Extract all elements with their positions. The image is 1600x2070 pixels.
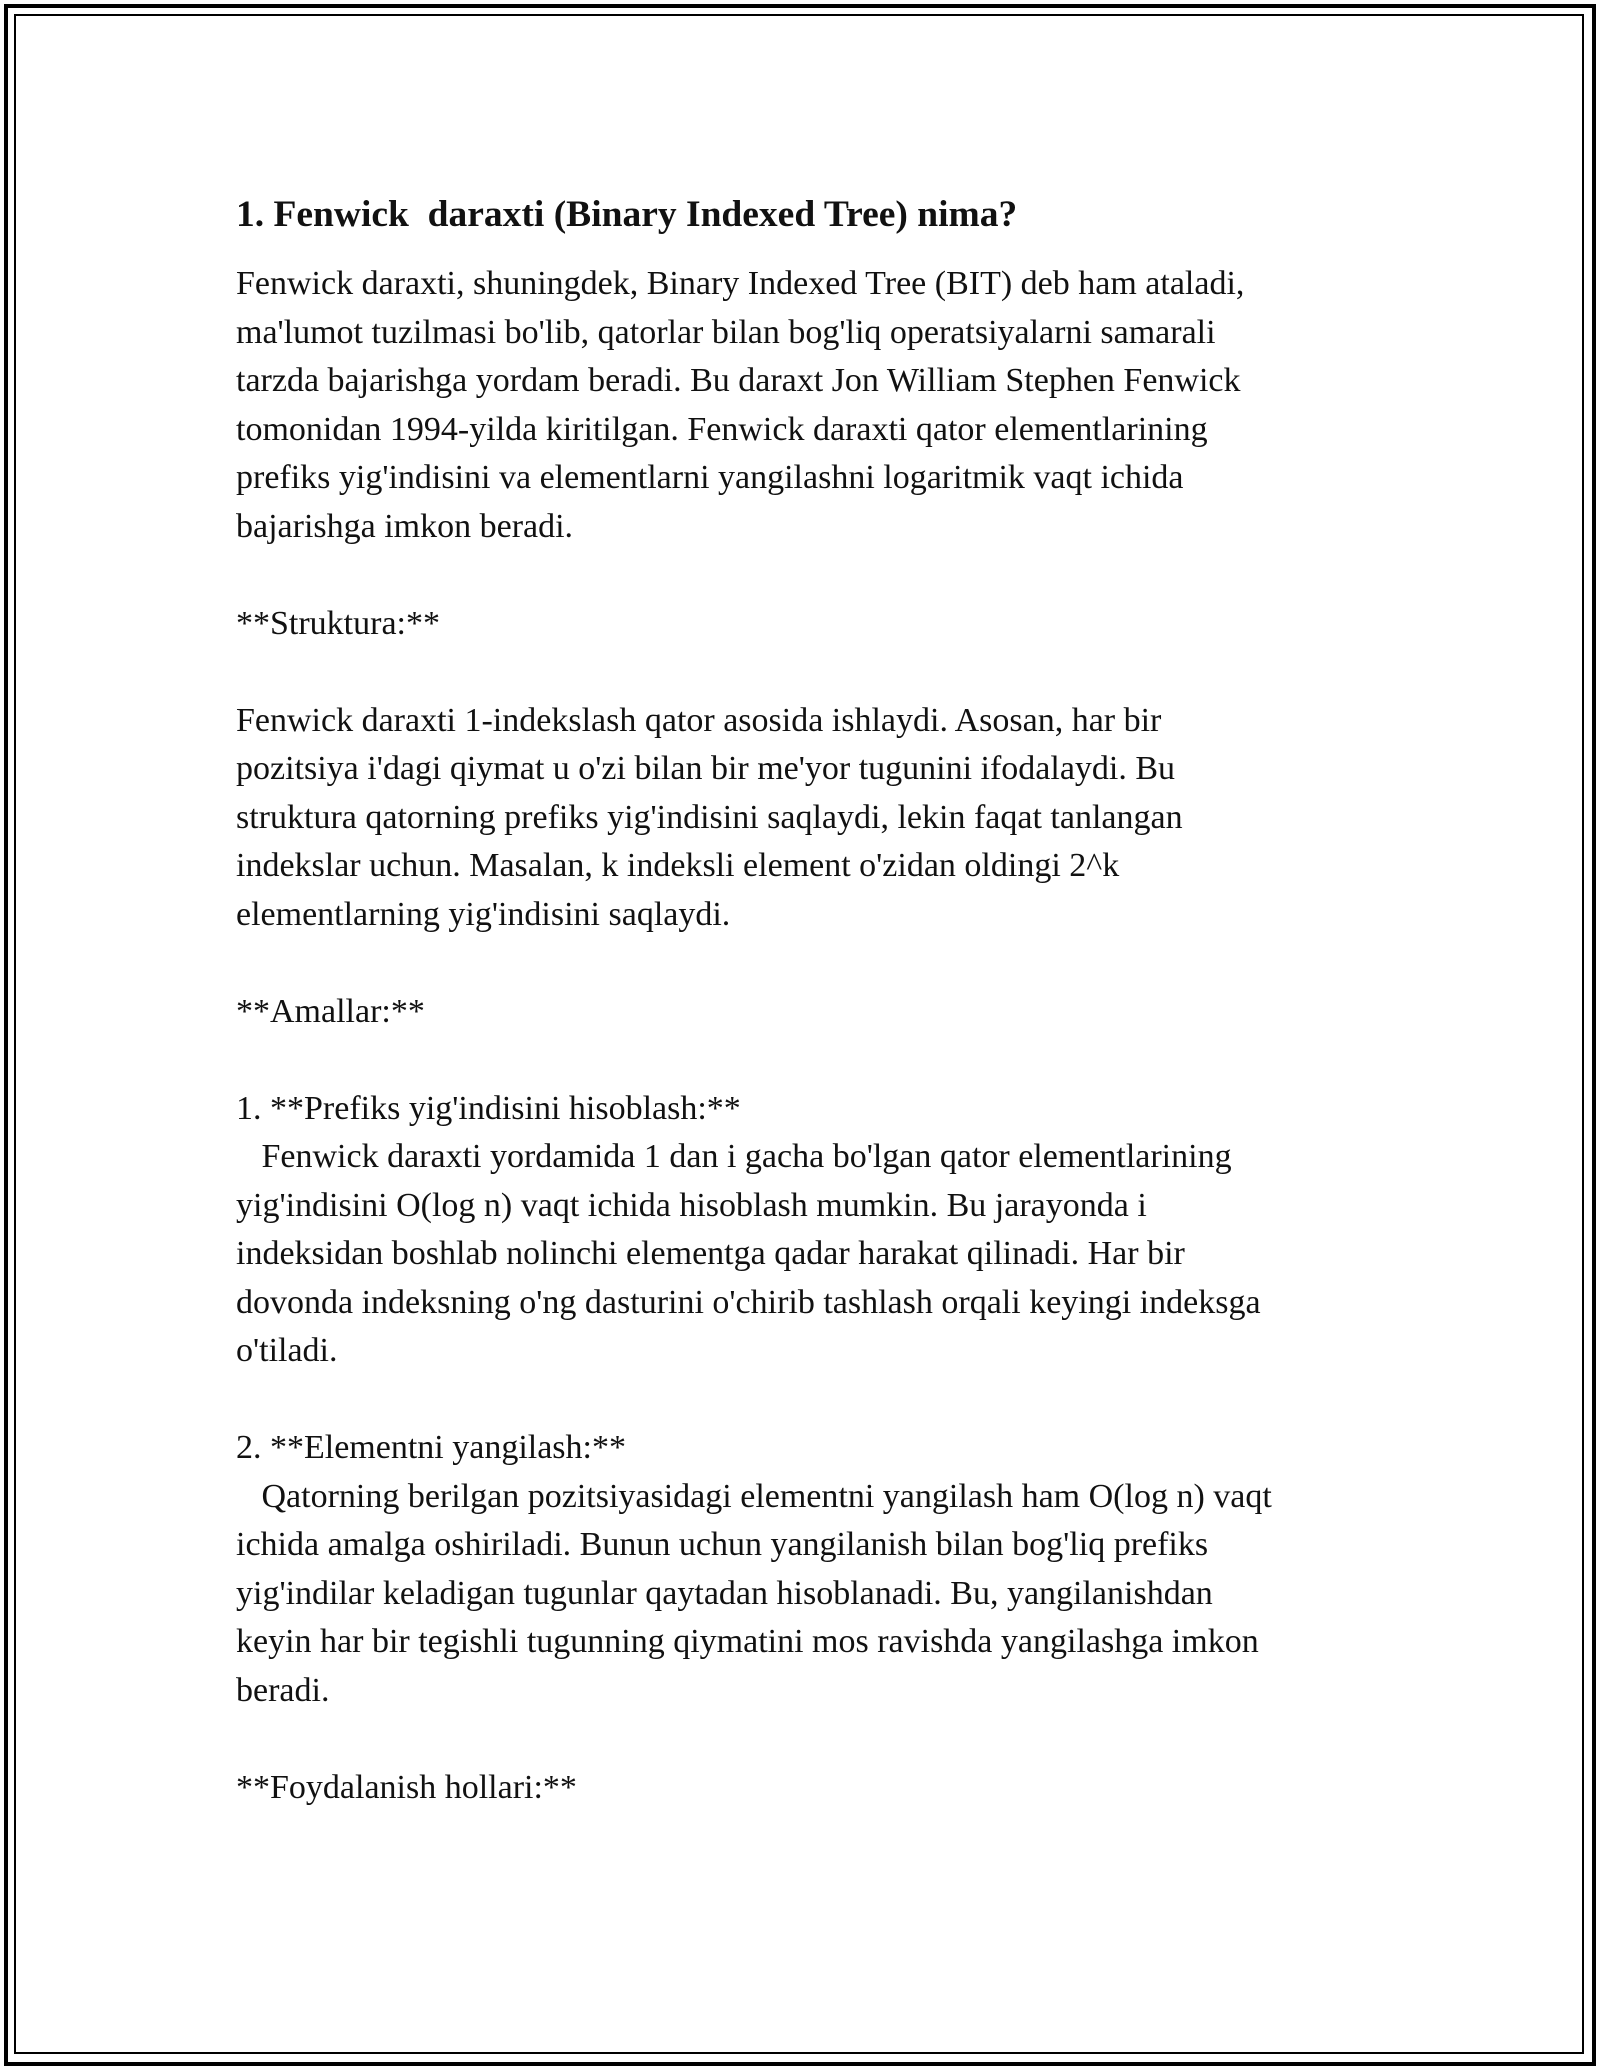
update-item: 2. **Elementni yangilash:** Qatorning berilgan pozitsiyasidagi elementni yangilash ham O(log n) vaqt ichida amalga oshiriladi. Bunun uchun yangilanish bilan bog'liq prefiks yig'indilar keladigan tugunlar qaytadan hisoblanadi. Bu, yangilanishdan keyin har bir tegishli tugunning qiymatini mos ravishda yangilashga imkon beradi. xyxy=(236,1429,1272,1709)
document-body xyxy=(236,186,1366,1812)
paragraph-spacer xyxy=(236,1715,1366,1764)
structure-heading: **Struktura:** xyxy=(236,604,440,642)
document-title: 1. Fenwick daraxti (Binary Indexed Tree) nima? xyxy=(236,194,1018,235)
operations-heading: **Amallar:** xyxy=(236,992,425,1030)
paragraph-spacer xyxy=(236,648,1366,697)
structure-paragraph: Fenwick daraxti 1-indekslash qator asosida ishlaydi. Asosan, har bir pozitsiya i'dagi qiymat u o'zi bilan bir me'yor tugunini ifodalaydi. Bu struktura qatorning prefiks yig'indisini saqlaydi, lekin faqat tanlangan indekslar uchun. Masalan, k indeksli element o'zidan oldingi 2^k elementlarning yig'indisini saqlaydi. xyxy=(236,701,1183,933)
intro-paragraph: Fenwick daraxti, shuningdek, Binary Indexed Tree (BIT) deb ham ataladi, ma'lumot tuzilmasi bo'lib, qatorlar bilan bog'liq operatsiyalarni samarali tarzda bajarishga yordam beradi. Bu daraxt Jon William Stephen Fenwick tomonidan 1994-yilda kiritilgan. Fenwick daraxti qator elementlarining prefiks yig'indisini va elementlarni yangilashni logaritmik vaqt ichida bajarishga imkon beradi. xyxy=(236,265,1245,545)
paragraph-spacer xyxy=(236,1376,1366,1425)
use-cases-heading: **Foydalanish hollari:** xyxy=(236,1768,577,1806)
paragraph-spacer xyxy=(236,551,1366,600)
paragraph-spacer xyxy=(236,939,1366,988)
paragraph-spacer xyxy=(236,1036,1366,1085)
prefix-sum-item: 1. **Prefiks yig'indisini hisoblash:** Fenwick daraxti yordamida 1 dan i gacha bo'lgan qator elementlarining yig'indisini O(log n) vaqt ichida hisoblash mumkin. Bu jarayonda i indeksidan boshlab nolinchi elementga qadar harakat qilinadi. Har bir dovonda indeksning o'ng dasturini o'chirib tashlash orqali keyingi indeksga o'tiladi. xyxy=(236,1089,1261,1369)
